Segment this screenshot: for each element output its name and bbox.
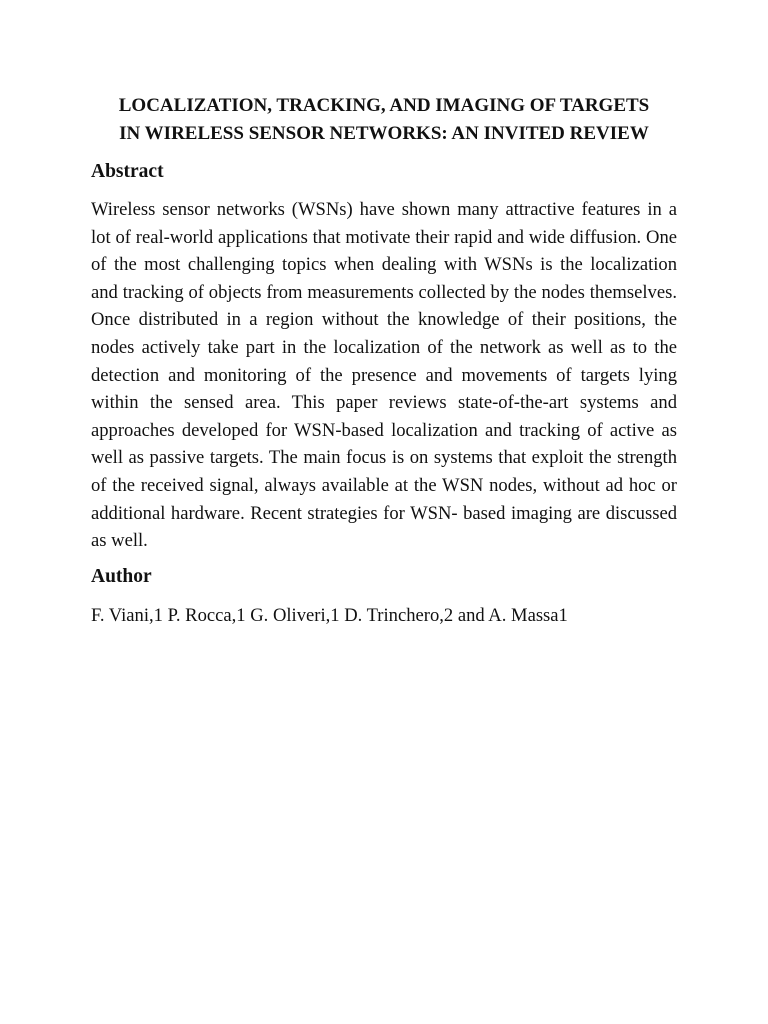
- paper-page: [91, 92, 677, 629]
- author-heading: Author: [91, 565, 152, 587]
- abstract-text: Wireless sensor networks (WSNs) have shown many attractive features in a lot of real-world applications that motivate their rapid and wide diffusion. One of the most challenging topics when dealing with WSNs is the localization and tracking of objects from measurements collected by the nodes themselves. Once distributed in a region without the knowledge of their positions, the nodes actively take part in the localization of the network as well as to the detection and monitoring of the presence and movements of targets lying within the sensed area. This paper reviews state-of-the-art systems and approaches developed for WSN-based localization and tracking of active as well as passive targets. The main focus is on systems that exploit the strength of the received signal, always available at the WSN nodes, without ad hoc or additional hardware. Recent strategies for WSN- based imaging are discussed as well.: [91, 199, 677, 552]
- author-list: F. Viani,1 P. Rocca,1 G. Oliveri,1 D. Trinchero,2 and A. Massa1: [91, 604, 568, 626]
- paper-title-line-1: LOCALIZATION, TRACKING, AND IMAGING OF TARGETS: [118, 95, 650, 116]
- paper-title: [91, 92, 677, 148]
- paper-title-line-2: IN WIRELESS SENSOR NETWORKS: AN INVITED REVIEW: [119, 123, 649, 144]
- abstract-heading: Abstract: [91, 161, 164, 182]
